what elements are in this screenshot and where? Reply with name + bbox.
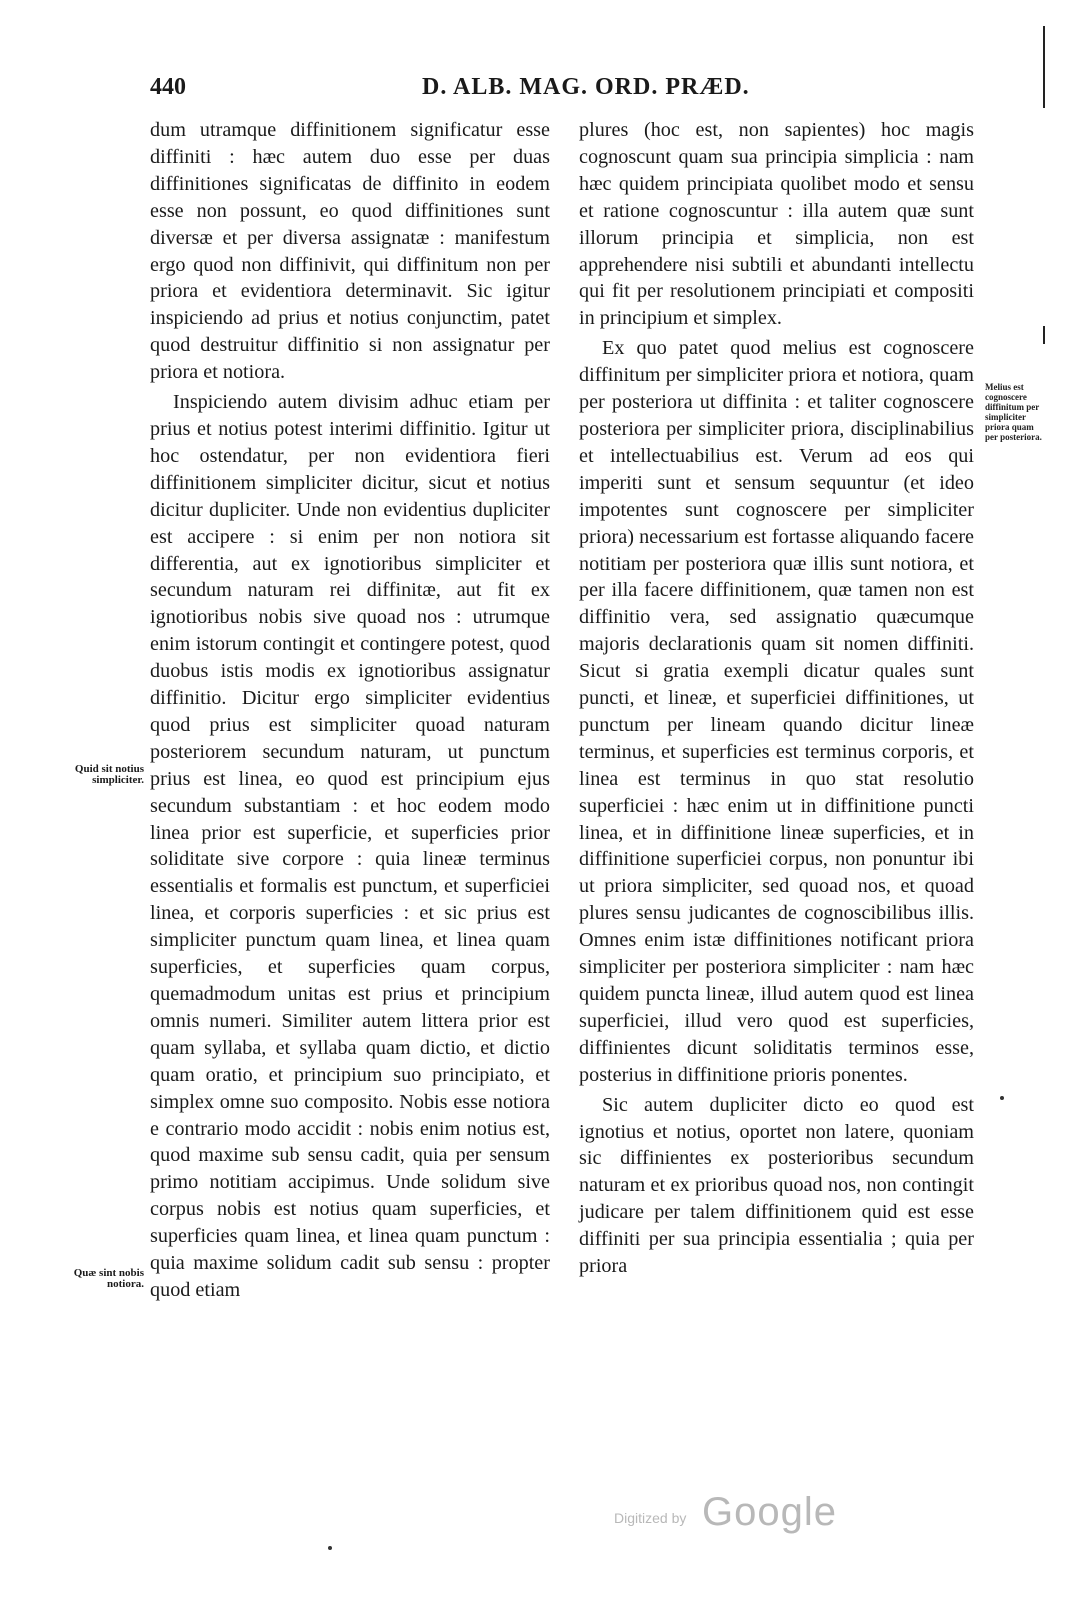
page-header (150, 74, 970, 114)
page-edge-mark (1043, 326, 1045, 344)
margin-note-melius-est: Melius est cognoscere diffinitum per simpliciter priora quam per posteriora. (985, 382, 1042, 442)
left-column (150, 117, 550, 1304)
right-paragraph-1: plures (hoc est, non sapientes) hoc magis cognoscunt quam sua principia simplicia : nam hæc quidem principiata quolibet modo et sensu et ratione cognoscuntur : illa autem quæ sunt illorum principia et simplicia, non est apprehendere nisi subtili et abundanti intellectu qui fit per resolutionem principiati et compositi in principium et simplex. (579, 119, 974, 330)
running-title: D. ALB. MAG. ORD. PRÆD. (422, 74, 750, 100)
ink-dot (1000, 1096, 1004, 1100)
digitized-label: Digitized by (614, 1510, 687, 1526)
right-paragraph-2: Ex quo patet quod melius est cognoscere diffinitum per simpliciter priora et notiora, quam per posteriora ut diffinita : et taliter cognoscere posteriora per simpliciter priora, disciplinabilius et intellectuabilius est. Verum ad eos qui imperiti sunt et sensum sequuntur (et ideo impotentes sunt cognoscere per simpliciter priora) necessarium est fortasse aliquando facere notitiam per posteriora quæ illis sunt notiora, et per illa facere diffinitionem, quæ tamen non est diffinitio vera, sed assignatio quæcumque majoris declarationis quam sit nomen diffiniti. Sicut si gratia exempli dicatur quales sunt puncti, et lineæ, et superficiei diffinitiones, ut punctum per lineam quando dicitur lineæ terminus, et superficies est terminus corporis, et linea est terminus in quo stat resolutio superficiei : hæc enim ut in diffinitione puncti linea, et in diffinitione lineæ superficies, et in diffinitione superficiei corpus, non ponuntur ibi ut priora simpliciter, sed quoad nos, et quoad plures sensu judicantes de cognoscibilibus illis. Omnes enim istæ diffinitiones notificant priora simpliciter per posteriora simpliciter : nam hæc quidem puncta lineæ, illud autem quod est linea superficiei, illud vero quod est superficies, diffinientes dicunt soliditatis terminos esse, posterius in diffinitione prioris ponentes. (579, 337, 974, 1086)
margin-note-quid-sit-notius: Quid sit notius simpliciter. (74, 763, 144, 786)
right-paragraph-3: Sic autem dupliciter dicto eo quod est ignotius et notius, oportet non latere, quoniam sic diffinientes ex posterioribus secundum naturam et ex prioribus quoad nos, non contingit judicare per talem diffinitionem quid est esse diffiniti per sua principia essentialia ; quia per priora (579, 1093, 974, 1278)
margin-note-quae-sint-nobis-notiora: Quæ sint nobis notiora. (73, 1267, 144, 1290)
page-edge-rule (1043, 26, 1045, 108)
left-paragraph-1: dum utramque diffinitionem significatur esse diffiniti : hæc autem duo esse per duas diffinitiones significatas de diffinito in eodem esse non possunt, eo quod diffinitiones sunt diversæ et per diversa assignatæ : manifestum ergo quod non diffinivit, qui diffinitum non per priora et evidentiora determinavit. Sic igitur inspiciendo ad prius et notius conjunctim, patet quod destruitur diffinitio si non assignatur per priora et notiora. (150, 119, 550, 384)
google-logo: Google (702, 1490, 837, 1534)
page-number: 440 (150, 74, 186, 100)
right-column (579, 117, 974, 1280)
ink-dot (328, 1546, 332, 1550)
left-paragraph-2: Inspiciendo autem divisim adhuc etiam per prius et notius potest interimi diffinitio. Igitur ut hoc ostendatur, per non evidentiora fieri diffinitionem simpliciter dicitur, sicut et notius dicitur dupliciter. Unde non evidentius dupliciter est accipere : si enim per non notiora sit differentia, aut ex ignotioribus simpliciter et secundum naturam rei diffinitæ, aut fit ex ignotioribus nobis sive quoad nos : utrumque enim istorum contingit et contingere potest, quod duobus istis modis ex ignotioribus assignatur diffinitio. Dicitur ergo simpliciter evidentius quod prius est simpliciter quoad naturam posteriorem secundum naturam, ut punctum prius est linea, eo quod est principium ejus secundum substantiam : et hoc eodem modo linea prior est superficie, et superficies prior soliditate sive corpore : quia lineæ terminus essentialis et formalis est punctum, et superficiei linea, et corporis superficies : et sic prius est simpliciter punctum quam linea, et linea quam superficies, et superficies quam corpus, quemadmodum unitas est prius et principium omnis numeri. Similiter autem littera prior est quam syllaba, et syllaba quam dictio, et dictio quam oratio, et principium suo principiato, et simplex omne suo composito. Nobis esse notiora e contrario modo accidit : nobis enim notius est, quod maxime sub sensu cadit, quia per sensum primo notitiam accipimus. Unde solidum sive corpus nobis est notius quam superficies, et superficies quam linea, et linea quam punctum : quia maxime solidum cadit sub sensu : propter quod etiam (150, 391, 550, 1301)
